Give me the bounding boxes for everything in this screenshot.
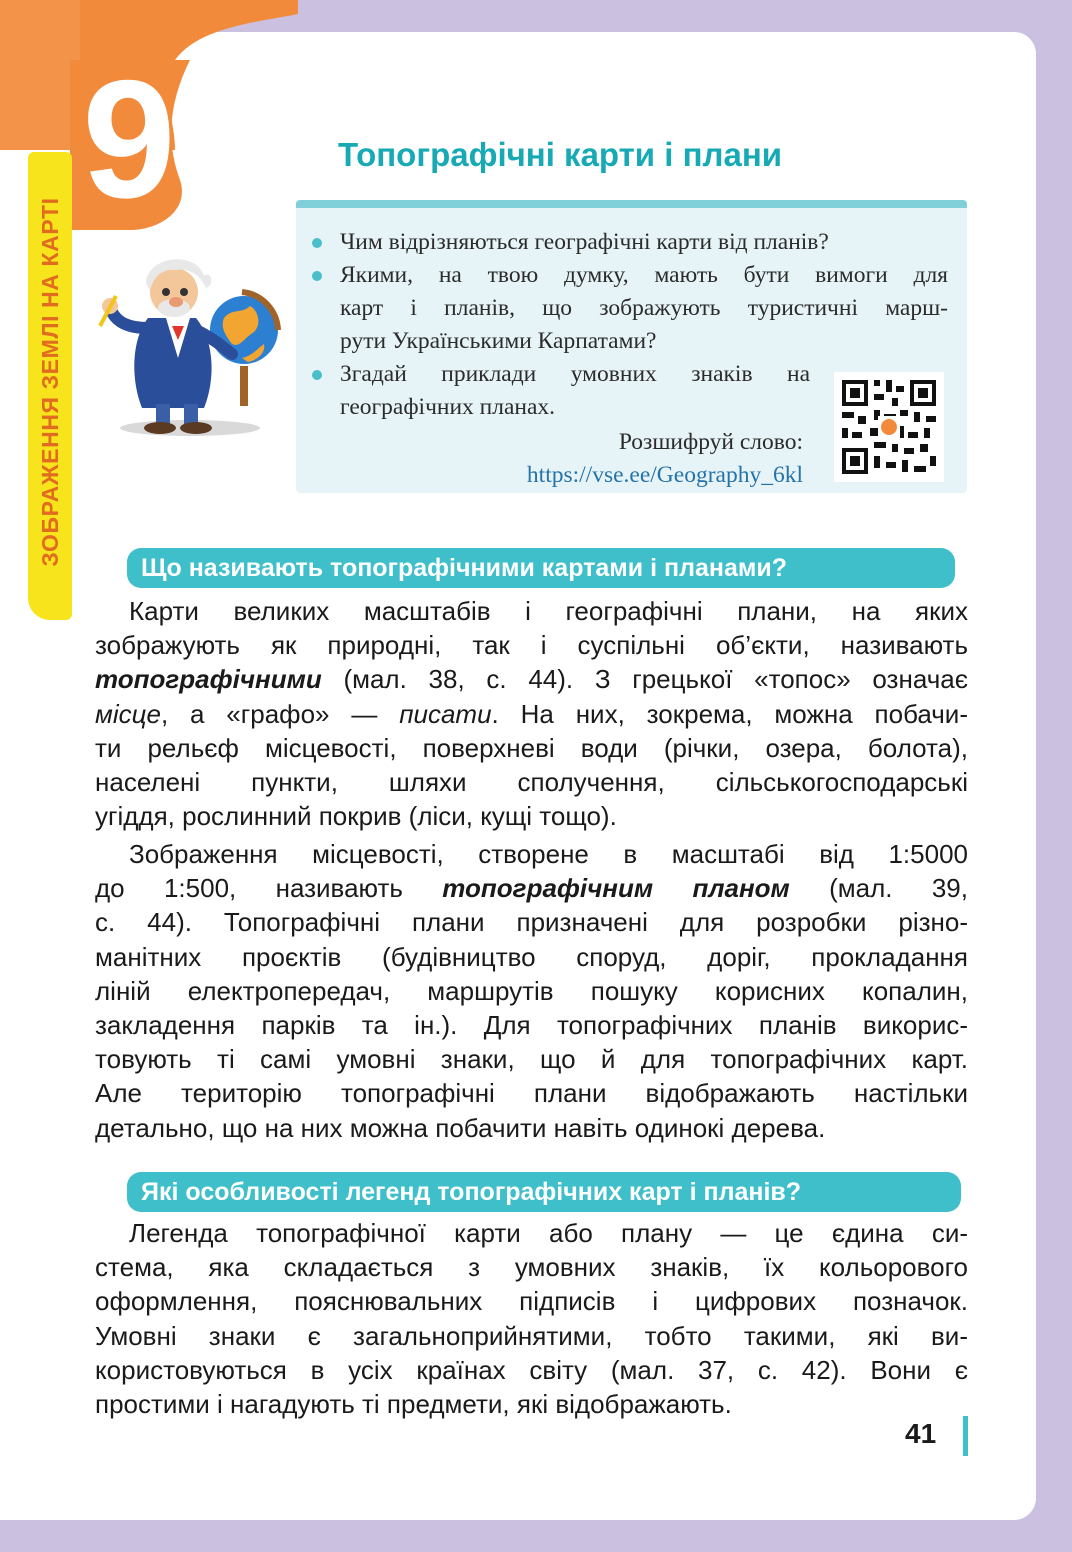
question-item: Якими, на твою думку, мають бути вимоги для карт і планів, що зображують туристичні марш- рути Українськими Карпатами? — [308, 259, 948, 358]
decode-block — [527, 426, 803, 492]
paragraph: Карти великих масштабів і географічні плани, на яких зображують як природні, так і суспільні об’єкти, називають топографічними (мал. 38, с. 44). З грецької «топос» означає місце, а «графо» — писати. На них, зокрема, можна побачи- ти рельєф місцевості, поверхневі води (річки, озера, болота), населені пункти, шляхи сполучення, сільськогосподарські угіддя, рослинний покрив (ліси, кущі тощо). — [95, 596, 968, 832]
chapter-number: 9 — [82, 45, 176, 233]
section-vertical-label: ЗОБРАЖЕННЯ ЗЕМЛІ НА КАРТІ — [37, 197, 63, 567]
question-item: Згадай приклади умовних знаків на географічних планах. — [308, 358, 810, 424]
qr-code-icon[interactable] — [834, 372, 944, 482]
page-title: Топографічні карти і плани — [338, 136, 783, 173]
section-header: Які особливості легенд топографічних карт і планів? — [127, 1172, 961, 1212]
page-number-bar — [963, 1416, 968, 1456]
paragraph: Зображення місцевості, створене в масштабі від 1:5000 до 1:500, називають топографічним планом (мал. 39, с. 44). Топографічні плани призначені для розробки різно- манітних проєктів (будівництво споруд, доріг, прокладання ліній електропередач, маршрутів пошуку корисних копалин, закладення парків та ін.). Для топографічних планів викорис- товують ті самі умовні знаки, що й для топографічних карт. Але територію топографічні плани відображають настільки детально, що на них можна побачити навіть одинокі дерева. — [95, 839, 968, 1143]
paragraph: Легенда топографічної карти або плану — це єдина си- стема, яка складається з умовних знаків, їх кольорового оформлення, пояснювальних підписів і цифрових позначок. Умовні знаки є загальноприйнятими, тобто такими, які ви- користовуються в усіх країнах світу (мал. 37, с. 42). Вони є простими і нагадують ті предмети, які відображають. — [95, 1218, 968, 1420]
professor-mascot-icon — [92, 248, 288, 438]
decode-label: Розшифруй слово: — [618, 429, 803, 455]
section-header: Що називають топографічними картами і планами? — [127, 548, 955, 588]
question-box — [296, 200, 967, 493]
decode-link[interactable]: https://vse.ee/Geography_6kl — [526, 462, 803, 488]
question-item: Чим відрізняються географічні карти від планів? — [308, 226, 948, 259]
page-number: 41 — [905, 1418, 937, 1449]
